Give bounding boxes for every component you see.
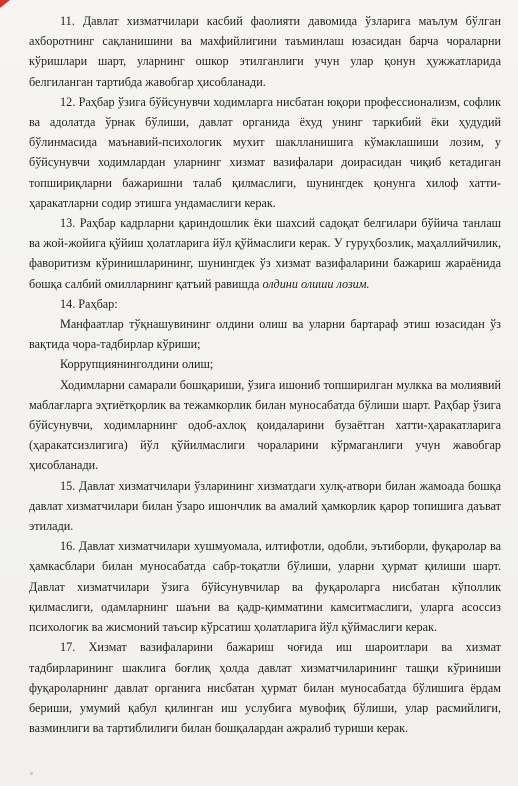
paragraph-15: 15. Давлат хизматчилари ўзларининг хизматдаги хулқ-атвори билан жамоада бошқа давлат хизматчилари билан ўзаро ишончлик ва амалий ҳамкорлик қарор топишига даъват этилади. <box>29 478 501 534</box>
paragraph-14-item-a: Манфаатлар тўқнашувининг олдини олиш ва уларни бартараф этиш юзасидан ўз вақтида чора-тадбирлар кўриши; <box>29 317 501 352</box>
paragraph-14-item-c: Ходимларни самарали бошқариши, ўзига ишониб топширилган мулкка ва молиявий маблағларга эҳтиётқорлик ва тежамкорлик билан муносабатда бўлиши шарт. Раҳбар ўзига бўйсунувчи, ходимларнинг одоб-ахлоқ қоидаларини бузаётган хатти-ҳаракатларига (ҳаракатсизлигига) йўл қўйилмаслиги чораларини кўрмаганлиги учун жавобгар ҳисобланади. <box>29 377 501 473</box>
paragraph-14-item-b: Коррупциянинголдини олиш; <box>60 357 214 372</box>
paragraph-13-main: 13. Раҳбар кадрларни қариндошлик ёки шахсий садоқат белгилари бўйича танлаш ва жой-жойига қўйиш ҳолатларига йўл қўймаслиги керак. У гуруҳбозлик, маҳаллийчилик, фаворитизм кўринишларининг, шунингдек ўз хизмат вазифаларини бажариш жараёнида бошқа салбий омилларнинг қатъий равишда <box>29 216 501 291</box>
paragraph-13 <box>29 213 501 294</box>
scan-speck <box>30 772 33 775</box>
paragraph-17: 17. Хизмат вазифаларини бажариш чоғида иш шароитлари ва хизмат тадбирларининг шаклига боғлиқ ҳолда давлат хизматчиларининг ташқи кўриниши фуқароларнинг давлат органига нисбатан ҳурмат билан муносабатда бўлишига ёрдам бериши, умумий қабул қилинган иш услубига мувофиқ бўлиши, улар расмийлиги, вазминлиги ва тартиблилиги билан бошқалардан ажралиб туриши керак. <box>29 640 501 736</box>
document-body <box>29 11 501 738</box>
red-corner-mark <box>0 0 10 8</box>
paragraph-14-heading: 14. Раҳбар: <box>60 296 118 311</box>
paragraph-13-italic: олдини олиши лозим. <box>262 276 370 291</box>
paragraph-16: 16. Давлат хизматчилари хушмуомала, илтифотли, одобли, эътиборли, фуқаролар ва ҳамкасблари билан муносабатда сабр-тоқатли бўлиши, уларни ҳурмат қилиши шарт. Давлат хизматчилари ўзига бўйсунувчилар ва фуқароларга нисбатан кўполлик қилмаслиги, одамларнинг шаъни ва қадр-қимматини камситмаслиги, уларга асоссиз психологик ва жисмоний таъсир кўрсатиш ҳолатларига йўл қўймаслиги керак. <box>29 539 501 635</box>
paragraph-11: 11. Давлат хизматчилари касбий фаолияти давомида ўзларига маълум бўлган ахборотнинг сақланишини ва махфийлигини таъминлаш юзасидан барча чораларни кўришлари шарт, уларнинг ошкор этилганлиги учун улар қонун ҳужжатларида белгиланган тартибда жавобгар ҳисобланади. <box>29 14 501 89</box>
paragraph-12: 12. Раҳбар ўзига бўйсунувчи ходимларга нисбатан юқори профессионализм, софлик ва адолатда ўрнак бўлиши, давлат органида ёхуд унинг таркибий ёки ҳудудий бўлинмасида маънавий-психологик мухит шаклланишига кўмаклашиши лозим, у бўйсунувчи ходимлардан уларнинг хизмат вазифалари доирасидан чиқиб кетадиган топшириқларни бажаришни талаб қилмаслиги, шунингдек қонунга хилоф хатти-ҳаракатларни содир этишга ундамаслиги керак. <box>29 94 501 210</box>
